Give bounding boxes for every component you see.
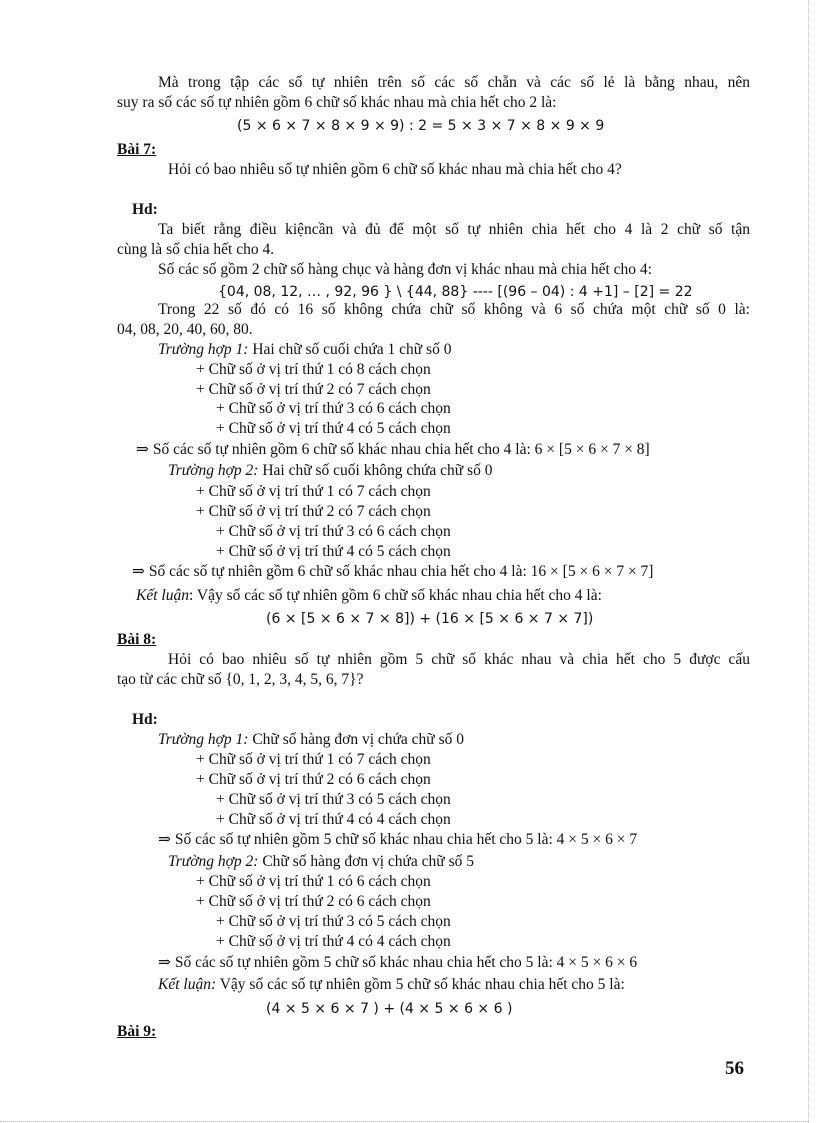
- list-item: + Chữ số ở vị trí thứ 2 có 6 cách chọn: [196, 893, 431, 910]
- page-right-border: [808, 0, 809, 1123]
- hint-label: Hd:: [132, 201, 158, 218]
- exercise-question: Hỏi có bao nhiêu số tự nhiên gồm 6 chữ số khác nhau mà chia hết cho 4?: [168, 161, 622, 178]
- conclusion: [136, 586, 602, 606]
- text-line: 04, 08, 20, 40, 60, 80.: [117, 321, 253, 338]
- case-heading: [158, 340, 451, 360]
- text-line: cùng là số chia hết cho 4.: [117, 241, 275, 258]
- case-result: ⇒ Số các số tự nhiên gồm 5 chữ số khác nhau chia hết cho 5 là: 4 × 5 × 6 × 6: [158, 954, 638, 971]
- list-item: + Chữ số ở vị trí thứ 1 có 7 cách chọn: [196, 751, 431, 768]
- case-label: Trường hợp 2:: [168, 462, 259, 479]
- case-label: Trường hợp 1:: [158, 341, 249, 358]
- case-heading: [168, 461, 492, 481]
- formula: (4 × 5 × 6 × 7 ) + (4 × 5 × 6 × 6 ): [266, 1001, 513, 1017]
- list-item: + Chữ số ở vị trí thứ 4 có 4 cách chọn: [216, 811, 451, 828]
- conclusion-text: : Vậy số các số tự nhiên gồm 6 chữ số khác nhau chia hết cho 4 là:: [188, 587, 602, 604]
- list-item: + Chữ số ở vị trí thứ 1 có 6 cách chọn: [196, 873, 431, 890]
- text-line: Trong 22 số đó có 16 số không chứa chữ số không và 6 số chứa một chữ số 0 là:: [158, 301, 750, 318]
- list-item: + Chữ số ở vị trí thứ 1 có 8 cách chọn: [196, 361, 431, 378]
- case-heading: [168, 852, 474, 872]
- text-line: Mà trong tập các số tự nhiên trên số các số chẵn và các số lẻ là bằng nhau, nên: [158, 74, 750, 91]
- exercise-question: tạo từ các chữ số {0, 1, 2, 3, 4, 5, 6, 7}?: [117, 671, 364, 688]
- case-heading: [158, 730, 464, 750]
- list-item: + Chữ số ở vị trí thứ 3 có 5 cách chọn: [216, 913, 451, 930]
- case-text: Chữ số hàng đơn vị chứa chữ số 5: [258, 853, 474, 870]
- conclusion-label: Kết luận:: [158, 976, 217, 993]
- case-result: ⇒ Số các số tự nhiên gồm 6 chữ số khác nhau chia hết cho 4 là: 6 × [5 × 6 × 7 × 8]: [136, 441, 650, 458]
- formula: (6 × [5 × 6 × 7 × 8]) + (16 × [5 × 6 × 7 × 7]): [266, 611, 594, 627]
- case-text: Chữ số hàng đơn vị chứa chữ số 0: [248, 731, 464, 748]
- case-text: Hai chữ số cuối chứa 1 chữ số 0: [248, 341, 452, 358]
- case-label: Trường hợp 1:: [158, 731, 249, 748]
- case-result: ⇒ Số các số tự nhiên gồm 6 chữ số khác nhau chia hết cho 4 là: 16 × [5 × 6 × 7 × 7]: [132, 563, 654, 580]
- case-result: ⇒ Số các số tự nhiên gồm 5 chữ số khác nhau chia hết cho 5 là: 4 × 5 × 6 × 7: [158, 831, 638, 848]
- exercise-title: Bài 9:: [117, 1023, 157, 1040]
- exercise-question: Hỏi có bao nhiêu số tự nhiên gồm 5 chữ số khác nhau và chia hết cho 5 được cấu: [168, 651, 750, 668]
- text-line: Số các số gồm 2 chữ số hàng chục và hàng đơn vị khác nhau mà chia hết cho 4:: [158, 261, 652, 278]
- exercise-title: Bài 8:: [117, 631, 157, 648]
- list-item: + Chữ số ở vị trí thứ 3 có 6 cách chọn: [216, 523, 451, 540]
- formula: (5 × 6 × 7 × 8 × 9 × 9) : 2 = 5 × 3 × 7 × 8 × 9 × 9: [237, 118, 605, 134]
- conclusion-text: Vậy số các số tự nhiên gồm 5 chữ số khác nhau chia hết cho 5 là:: [216, 976, 625, 993]
- formula: {04, 08, 12, … , 92, 96 } \ {44, 88} ---- [(96 – 04) : 4 +1] – [2] = 22: [218, 284, 693, 300]
- conclusion-label: Kết luận: [136, 587, 189, 604]
- list-item: + Chữ số ở vị trí thứ 4 có 5 cách chọn: [216, 420, 451, 437]
- list-item: + Chữ số ở vị trí thứ 3 có 5 cách chọn: [216, 791, 451, 808]
- page-number: 56: [725, 1058, 744, 1079]
- list-item: + Chữ số ở vị trí thứ 4 có 5 cách chọn: [216, 543, 451, 560]
- list-item: + Chữ số ở vị trí thứ 1 có 7 cách chọn: [196, 483, 431, 500]
- list-item: + Chữ số ở vị trí thứ 3 có 6 cách chọn: [216, 400, 451, 417]
- text-line: suy ra số các số tự nhiên gồm 6 chữ số khác nhau mà chia hết cho 2 là:: [117, 94, 557, 111]
- exercise-title: Bài 7:: [117, 141, 157, 158]
- page-bottom-border: [0, 1121, 808, 1122]
- conclusion: [158, 975, 625, 995]
- case-label: Trường hợp 2:: [168, 853, 259, 870]
- list-item: + Chữ số ở vị trí thứ 4 có 4 cách chọn: [216, 933, 451, 950]
- list-item: + Chữ số ở vị trí thứ 2 có 7 cách chọn: [196, 381, 431, 398]
- text-line: Ta biết rằng điều kiệncần và đủ để một số tự nhiên chia hết cho 4 là 2 chữ số tận: [158, 221, 750, 238]
- list-item: + Chữ số ở vị trí thứ 2 có 7 cách chọn: [196, 503, 431, 520]
- case-text: Hai chữ số cuối không chứa chữ số 0: [258, 462, 493, 479]
- hint-label: Hd:: [132, 711, 158, 728]
- list-item: + Chữ số ở vị trí thứ 2 có 6 cách chọn: [196, 771, 431, 788]
